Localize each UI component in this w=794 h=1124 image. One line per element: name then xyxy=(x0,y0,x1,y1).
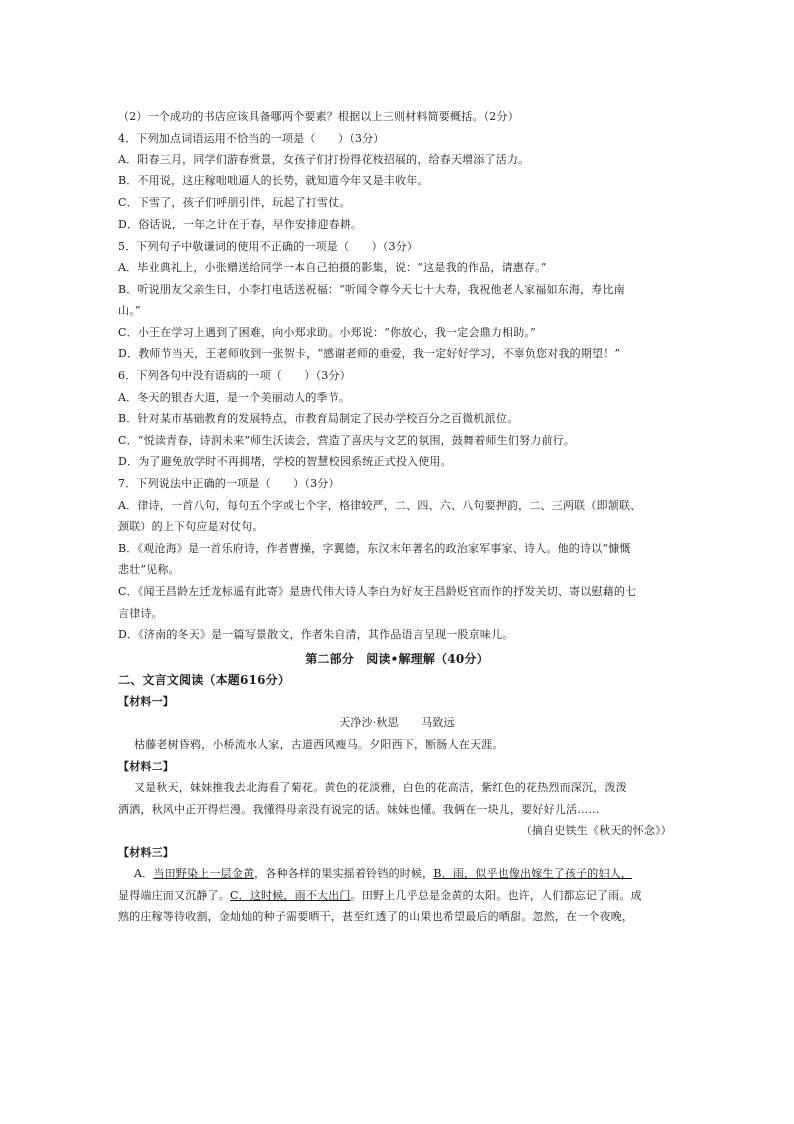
material-three-para-line2 xyxy=(118,889,678,903)
option-5b-line2: 山。” xyxy=(118,304,141,317)
question-5: 5．下列句子中敬谦词的使用不正确的一项是（ ）（3分） xyxy=(118,240,419,253)
question-3-2: （2）一个成功的书店应该具备哪两个要素？根据以上三则材料简要概括。（2分） xyxy=(118,110,519,123)
material-three-para-line3: 熟的庄稼等待收割，金灿灿的种子需要晒干，甚至红透了的山果也希望最后的晒甜。忽然，在一个夜晚， xyxy=(118,910,634,923)
marker-a: A． xyxy=(134,867,154,880)
text-segment: ，各种各样的果实摇着铃铛的时候， xyxy=(254,867,434,880)
underlined-sentence-c: C．这时候，雨不大出门 xyxy=(230,889,351,902)
option-7b-line2: 悲壮”见称。 xyxy=(118,563,180,576)
option-6a: A．冬天的银杏大道，是一个美丽动人的季节。 xyxy=(118,391,351,404)
section-two-heading: 二、文言文阅读（本题616分） xyxy=(118,673,291,687)
material-two-para-line1: 又是秋天，妹妹推我去北海看了菊花。黄色的花淡雅，白色的花高洁，紫红色的花热烈而深沉，泼泼 xyxy=(134,781,627,794)
option-5a: A．毕业典礼上，小张赠送给同学一本自己拍摄的影集，说：“这是我的作品，请惠存。” xyxy=(118,261,547,274)
underlined-sentence-a: 当田野染上一层金黄 xyxy=(153,867,255,880)
question-6: 6．下列各句中没有语病的一项（ ）（3分） xyxy=(118,369,351,382)
option-7b-line1: B．《观沧海》是一首乐府诗，作者曹操，字翼德，东汉末年著名的政治家军事家、诗人。他的诗以“慷慨 xyxy=(118,542,631,555)
option-7d: D．《济南的冬天》是一篇写景散文，作者朱自清，其作品语言呈现一股京味儿。 xyxy=(118,628,514,641)
option-7a-line1: A．律诗，一首八句，每句五个字或七个字，格律较严，二、四、六、八句要押韵，二、三两联（即颔联、 xyxy=(118,499,642,512)
option-7c-line1: C．《闻王昌龄左迁龙标遥有此寄》是唐代伟大诗人李白为好友王昌龄贬官而作的抒发关切、寄以慰藉的七 xyxy=(118,585,637,598)
option-4b: B．不用说，这庄稼咄咄逼人的长势，就知道今年又是丰收年。 xyxy=(118,174,429,187)
option-5c: C．小王在学习上遇到了困难，向小郑求助。小郑说：“你放心，我一定会鼎力相助。” xyxy=(118,326,536,339)
material-three-label: 【材料三】 xyxy=(118,846,174,859)
material-two-label: 【材料二】 xyxy=(118,760,174,773)
option-7c-line2: 言律诗。 xyxy=(118,607,163,620)
material-two-para-line2: 洒洒，秋风中正开得烂漫。我懂得母亲没有说完的话。妹妹也懂。我俩在一块儿，要好好儿活…… xyxy=(118,803,600,816)
option-7a-line2: 颈联）的上下句应是对仗句。 xyxy=(118,520,264,533)
text-segment: 显得端庄而又沉静了。 xyxy=(118,889,230,902)
material-one-label: 【材料一】 xyxy=(118,695,174,708)
option-4c: C．下雪了，孩子们呼朋引伴，玩起了打雪仗。 xyxy=(118,196,351,209)
material-three-para-line1 xyxy=(134,867,694,881)
text-segment: 。田野上几乎总是金黄的太阳。也许，人们都忘记了雨。成 xyxy=(350,889,642,902)
poem-title: 天净沙·秋思 马致远 xyxy=(339,716,455,729)
poem-text: 枯藤老树昏鸦，小桥流水人家，古道西风瘦马。夕阳西下，断肠人在天涯。 xyxy=(134,738,504,751)
question-4: 4．下列加点词语运用不恰当的一项是（ ）（3分） xyxy=(118,132,385,145)
underlined-sentence-b: B．雨，似乎也像出嫁生了孩子的妇人， xyxy=(433,867,633,880)
option-4a: A．阳春三月，同学们游春赏景，女孩子们打扮得花枝招展的，给春天增添了活力。 xyxy=(118,153,530,166)
option-6c: C．“悦读青春，诗润未来”师生沃读会，营造了喜庆与文艺的氛围，鼓舞着师生们努力前行。 xyxy=(118,434,576,447)
question-7: 7．下列说法中正确的一项是（ ）（3分） xyxy=(118,477,340,490)
material-two-source: （摘自史铁生《秋天的怀念》） xyxy=(520,824,672,837)
option-5d: D．教师节当天，王老师收到一张贺卡，“感谢老师的垂爱，我一定好好学习，不辜负您对我的期望！” xyxy=(118,347,621,360)
option-4d: D．俗话说，一年之计在于春，早作安排迎春耕。 xyxy=(118,218,363,231)
option-6d: D．为了避免放学时不再拥堵，学校的智慧校园系统正式投入使用。 xyxy=(118,455,452,468)
part-two-heading: 第二部分 阅读•解理解（40分） xyxy=(305,652,489,666)
option-5b-line1: B．听说朋友父亲生日，小李打电话送祝福：“听闻令尊今天七十大寿，我祝他老人家福如东海，寿比南 xyxy=(118,283,625,296)
option-6b: B．针对某市基础教育的发展特点，市教育局制定了民办学校百分之百微机派位。 xyxy=(118,412,519,425)
